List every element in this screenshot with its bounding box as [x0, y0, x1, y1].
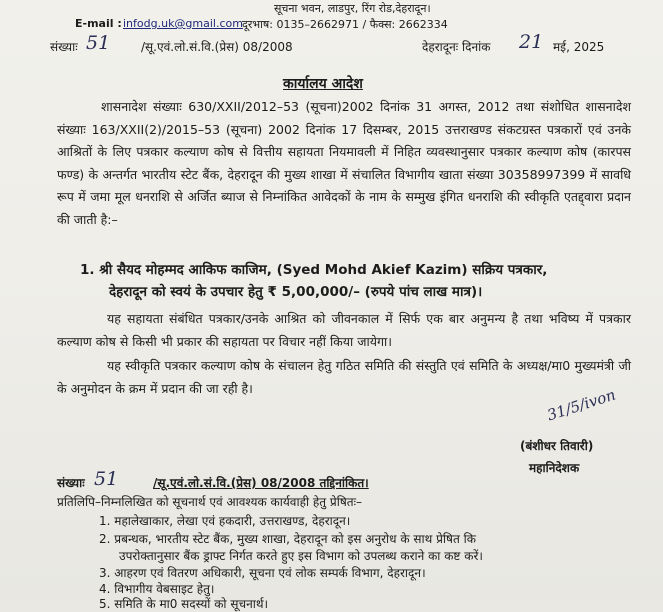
date-day: 21 — [519, 31, 544, 53]
recipient-item-continued: उपरोक्तानुसार बैंक ड्राफ्ट निर्गत करते हुए इस विभाग को उपलब्ध कराने का कष्ट करें। — [119, 549, 483, 563]
endorsement-code: /सू.एवं.लो.सं.वि.(प्रेस) 08/2008 तद्दिनांकित। — [153, 476, 369, 490]
order-body-paragraph: शासनादेश संख्याः 630/XXII/2012–53 (सूचना)2002 दिनांक 31 अगस्त, 2012 तथा संशोधित शासनादेश संख्याः 163/XXII(2)/2015–53 (सूचना) 2002 दिनांक 17 दिसम्बर, 2015 उत्तराखण्ड संकटग्रस्त पत्रकारों एवं उनके आश्रितों के लिए पत्रकार कल्याण कोष से वित्तीय सहायता नियमावली में निहित व्यवस्थानुसार पत्रकार कल्याण कोष (कारपस फण्ड) के अन्तर्गत भारतीय स्टेट बैंक, देहरादून की मुख्य शाखा में संचालित विभागीय खाता संख्या 30358997399 में सावधि रूप में जमा मूल धनराशि से अर्जित ब्याज से निम्नांकित आवेदकों के नाम के सम्मुख इंगित धनराशि की स्वीकृति एतद्द्वारा प्रदान की जाती है:– — [57, 99, 631, 227]
handwritten-signature: 31/5/ivon — [544, 385, 618, 425]
note-paragraph-once: यह सहायता संबंधित पत्रकार/उनके आश्रित को जीवनकाल में सिर्फ एक बार अनुमन्य है तथा भविष्य में पत्रकार कल्याण कोष से किसी भी प्रकार की सहायता पर विचार नहीं किया जायेगा। — [57, 311, 631, 349]
recipient-item: 1. महालेखाकार, लेखा एवं हकदारी, उत्तराखण्ड, देहरादून। — [99, 514, 351, 528]
note-paragraph-approval: यह स्वीकृति पत्रकार कल्याण कोष के संचालन हेतु गठित समिति की संस्तुति एवं समिति के अध्यक्ष/मा0 मुख्यमंत्री जी के अनुमोदन के क्रम में प्रदान की जा रही है। — [57, 358, 631, 396]
reference-label: संख्याः — [50, 40, 78, 54]
beneficiary-line-2: देहरादून को स्वयं के उपचार हेतु ₹ 5,00,000/– (रुपये पांच लाख मात्र)। — [109, 284, 483, 300]
endorsement-label: संख्याः — [57, 476, 85, 490]
signatory-designation: महानिदेशक — [529, 461, 580, 475]
recipient-item: 5. समिति के मा0 सदस्यों को सूचनार्थ। — [99, 597, 269, 611]
phone-fax: दूरभाष: 0135–2662971 / फैक्स: 2662334 — [242, 18, 448, 31]
endorsement-intro: प्रतिलिपि–निम्नलिखित को सूचनार्थ एवं आवश्यक कार्यवाही हेतु प्रेषितः– — [57, 495, 363, 509]
signatory-name: (बंशीधर तिवारी) — [520, 439, 594, 453]
endorsement-number: 51 — [94, 468, 119, 490]
recipient-item: 4. विभागीय वेबसाइट हेतु। — [99, 582, 215, 596]
office-address: सूचना भवन, लाडपुर, रिंग रोड,देहरादून। — [274, 2, 431, 15]
beneficiary-line-1: 1. श्री सैयद मोहम्मद आकिफ काजिम, (Syed Mohd Akief Kazim) सक्रिय पत्रकार, — [80, 262, 548, 278]
reference-number: 51 — [86, 32, 111, 54]
order-title: कार्यालय आदेश — [283, 76, 363, 92]
date-month-year: मई, 2025 — [553, 40, 605, 54]
recipient-item: 3. आहरण एवं वितरण अधिकारी, सूचना एवं लोक सम्पर्क विभाग, देहरादून। — [99, 566, 426, 580]
reference-code: /सू.एवं.लो.सं.वि.(प्रेस) 08/2008 — [141, 40, 293, 54]
email-link[interactable]: infodg.uk@gmail.com — [123, 17, 243, 30]
recipient-item: 2. प्रबन्धक, भारतीय स्टेट बैंक, मुख्य शाखा, देहरादून को इस अनुरोध के साथ प्रेषित कि — [99, 532, 476, 546]
email-label: E-mail : — [75, 17, 122, 30]
date-label: देहरादूनः दिनांक — [422, 40, 491, 54]
